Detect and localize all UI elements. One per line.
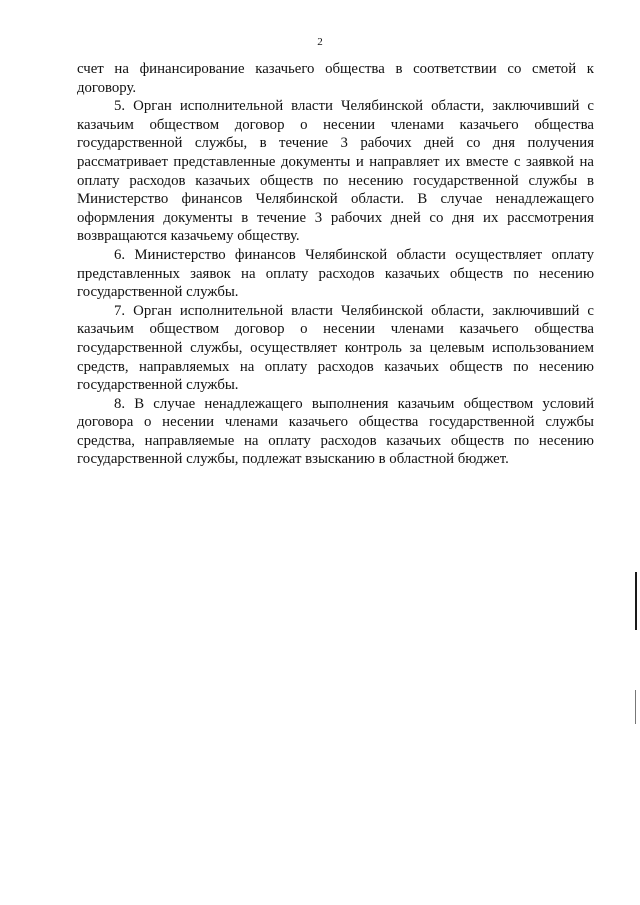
text-line: договора о несении членами казачьего общества государственной службы	[77, 414, 594, 431]
text-line: договору.	[77, 79, 137, 96]
text-line: рассматривает представленные документы и направляет их вместе с заявкой на	[77, 153, 594, 170]
text-line: оплату расходов казачьих обществ по несению государственной службы в	[77, 172, 594, 189]
text-line: средства, направляемые на оплату расходов казачьих обществ по несению	[77, 432, 594, 449]
document-body	[77, 60, 594, 469]
text-line: 5. Орган исполнительной власти Челябинской области, заключивший с	[114, 98, 594, 115]
text-line: казачьим обществом договор о несении членами казачьего общества	[77, 116, 594, 133]
page-number: 2	[317, 36, 323, 48]
text-line: государственной службы, подлежат взысканию в областной бюджет.	[77, 451, 509, 468]
text-line: средств, направляемых на оплату расходов казачьих обществ по несению	[77, 358, 594, 375]
text-line: Министерство финансов Челябинской области. В случае ненадлежащего	[77, 191, 594, 208]
text-line: 8. В случае ненадлежащего выполнения казачьим обществом условий	[114, 395, 594, 412]
text-line: 6. Министерство финансов Челябинской области осуществляет оплату	[114, 246, 594, 263]
text-line: 7. Орган исполнительной власти Челябинской области, заключивший с	[114, 302, 594, 319]
scan-edge-mark	[635, 690, 636, 724]
text-line: государственной службы.	[77, 284, 239, 301]
text-line: счет на финансирование казачьего общества в соответствии со сметой к	[77, 61, 594, 77]
text-line: возвращаются казачьему обществу.	[77, 228, 300, 245]
text-line: представленных заявок на оплату расходов казачьих обществ по несению	[77, 265, 594, 282]
scan-edge-mark	[635, 572, 637, 630]
text-line: государственной службы, осуществляет контроль за целевым использованием	[77, 339, 594, 356]
text-line: оформления документы в течение 3 рабочих дней со дня их рассмотрения	[77, 209, 594, 226]
text-line: казачьим обществом договор о несении членами казачьего общества	[77, 321, 594, 338]
text-line: государственной службы, в течение 3 рабочих дней со дня получения	[77, 135, 594, 152]
text-line: государственной службы.	[77, 377, 239, 394]
